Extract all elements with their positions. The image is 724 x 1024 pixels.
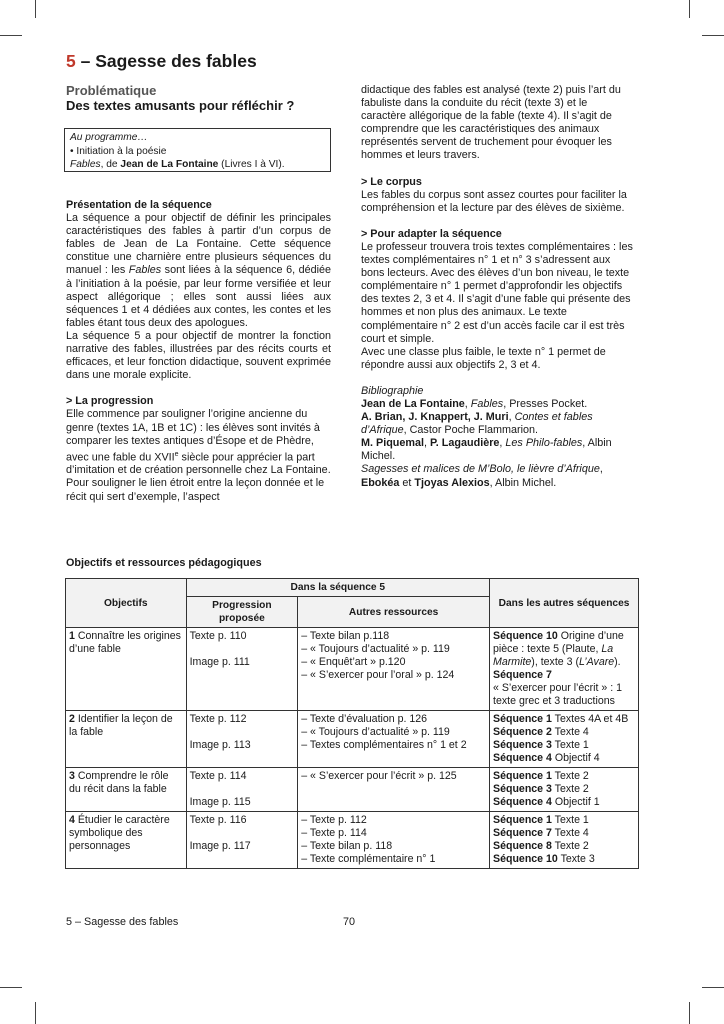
objective-cell: 1 Connaître les origines d’une fable <box>66 628 187 711</box>
progression-continuation: didactique des fables est analysé (texte 2) puis l’art du fabuliste dans la conduite du récit (texte 3) et le caractère allégorique de la fable (texte 4). Il s’agit de comprendre que les caractéristiques des animaux représentés servent de truchement pour évoquer les hommes et leurs travers. <box>361 84 621 162</box>
adapt-heading: > Pour adapter la séquence <box>361 227 502 240</box>
left-column <box>66 199 331 504</box>
progression-cell: Texte p. 110 Image p. 111 <box>186 628 298 711</box>
presentation-heading: Présentation de la séquence <box>66 199 212 211</box>
page-number: 70 <box>343 916 356 928</box>
header-objectifs: Objectifs <box>66 579 187 628</box>
progression-heading: > La progression <box>66 395 154 408</box>
program-box <box>64 128 331 172</box>
sequence-number: 5 <box>66 51 76 71</box>
objectives-table <box>65 578 639 869</box>
objective-cell: 3 Comprendre le rôle du récit dans la fable <box>66 768 187 812</box>
problematique-label: Problématique <box>66 83 157 98</box>
page-title-text: – Sagesse des fables <box>80 51 257 71</box>
crop-mark <box>689 0 690 18</box>
table-row <box>66 711 639 768</box>
header-autres-sequences: Dans les autres séquences <box>490 579 639 628</box>
crop-mark <box>689 1002 690 1024</box>
corpus-heading: > Le corpus <box>361 175 422 188</box>
corpus-paragraph: Les fables du corpus sont assez courtes pour faciliter la compréhension et la lecture par des élèves de sixième. <box>361 188 627 214</box>
presentation-paragraph-2: La séquence 5 a pour objectif de montrer la fonction narrative des fables, illustrées par des récits courts et efficaces, et leur fonction didactique, souvent exprimée dans une morale explicite. <box>66 329 331 382</box>
other-sequences-cell: Séquence 10 Origine d’une pièce : texte 5 (Plaute, La Marmite), texte 3 (L’Avare). Séquence 7 « S’exercer pour l’écrit » : 1 texte grec et 3 traductions <box>490 628 639 711</box>
crop-mark <box>0 987 22 988</box>
progression-cell: Texte p. 114 Image p. 115 <box>186 768 298 812</box>
bibliography-heading: Bibliographie <box>361 384 424 397</box>
other-sequences-cell: Séquence 1 Texte 1 Séquence 7 Texte 4 Séquence 8 Texte 2 Séquence 10 Texte 3 <box>490 812 639 869</box>
table-row <box>66 628 639 711</box>
crop-mark <box>35 1002 36 1024</box>
bibliography-entry: Sagesses et malices de M’Bolo, le lièvre d’Afrique, Ebokéa et Tjoyas Alexios, Albin Michel. <box>361 463 603 489</box>
footer-running-title: 5 – Sagesse des fables <box>66 916 179 928</box>
adapt-paragraph: Le professeur trouvera trois textes complémentaires : les textes complémentaires n° 1 et n° 3 s’adressent aux bons lecteurs. Avec des élèves d’un bon niveau, le texte complémentaire n° 1 permet d’approfondir les objectifs des textes 2, 3 et 4. Il s’agit d’une fable qui présente des hommes et non plus des animaux. Le texte complémentaire n° 2 est d’un accès facile car il est très court et simple. <box>361 240 633 345</box>
table-row <box>66 812 639 869</box>
table-row <box>66 768 639 812</box>
resources-cell: – Texte p. 112 – Texte p. 114 – Texte bilan p. 118 – Texte complémentaire n° 1 <box>298 812 490 869</box>
resources-cell: – Texte bilan p.118 – « Toujours d’actualité » p. 119 – « Enquêt’art » p.120 – « S’exercer pour l’oral » p. 124 <box>298 628 490 711</box>
page-title <box>66 51 257 72</box>
right-column <box>361 84 633 490</box>
problematique-question: Des textes amusants pour réfléchir ? <box>66 98 295 113</box>
header-progression: Progression proposée <box>186 597 298 628</box>
bibliography-entry: A. Brian, J. Knappert, J. Muri, Contes et fables d’Afrique, Castor Poche Flammarion. <box>361 411 593 437</box>
objectives-section-title: Objectifs et ressources pédagogiques <box>66 557 262 569</box>
progression-paragraph: Elle commence par souligner l’origine ancienne du genre (textes 1A, 1B et 1C) : les élèves sont invités à comparer les textes antiques d’Ésope et de Phèdre, avec une fable du XVIIe siècle pour apprécier la part d’imitation et de création personnelle chez La Fontaine. Pour souligner le lien étroit entre la leçon donnée et le récit qui sert d’exemple, l’aspect <box>66 408 331 503</box>
program-box-title: Au programme… <box>70 132 148 143</box>
program-box-work: Fables, de Jean de La Fontaine (Livres I à VI). <box>70 159 285 170</box>
crop-mark <box>35 0 36 18</box>
other-sequences-cell: Séquence 1 Textes 4A et 4B Séquence 2 Texte 4 Séquence 3 Texte 1 Séquence 4 Objectif 4 <box>490 711 639 768</box>
bibliography-entry: Jean de La Fontaine, Fables, Presses Pocket. <box>361 397 588 410</box>
resources-cell: – « S’exercer pour l’écrit » p. 125 <box>298 768 490 812</box>
bibliography-entry: M. Piquemal, P. Lagaudière, Les Philo-fables, Albin Michel. <box>361 437 612 463</box>
crop-mark <box>702 987 724 988</box>
objective-cell: 4 Étudier le caractère symbolique des personnages <box>66 812 187 869</box>
progression-cell: Texte p. 112 Image p. 113 <box>186 711 298 768</box>
header-dans-sequence: Dans la séquence 5 <box>186 579 489 597</box>
adapt-paragraph-2: Avec une classe plus faible, le texte n° 1 permet de répondre aussi aux objectifs 2, 3 et 4. <box>361 345 606 371</box>
crop-mark <box>0 35 22 36</box>
other-sequences-cell: Séquence 1 Texte 2 Séquence 3 Texte 2 Séquence 4 Objectif 1 <box>490 768 639 812</box>
objective-cell: 2 Identifier la leçon de la fable <box>66 711 187 768</box>
crop-mark <box>702 35 724 36</box>
resources-cell: – Texte d’évaluation p. 126 – « Toujours d’actualité » p. 119 – Textes complémentaires n° 1 et 2 <box>298 711 490 768</box>
program-box-item: • Initiation à la poésie <box>70 145 167 157</box>
header-autres-ressources: Autres ressources <box>298 597 490 628</box>
presentation-paragraph-1: La séquence a pour objectif de définir les principales caractéristiques des fables à partir d’un corpus de fables de Jean de La Fontaine. Cette séquence constitue une charnière entre plusieurs séquences du manuel : les Fables sont liées à la séquence 6, dédiée à l’initiation à la poésie, par leur forme versifiée et leur aspect allégorique ; elles sont aussi liées aux séquences 1 et 4 dédiées aux contes, les contes et les fables étant tous deux des apologues. <box>66 212 331 329</box>
progression-cell: Texte p. 116 Image p. 117 <box>186 812 298 869</box>
